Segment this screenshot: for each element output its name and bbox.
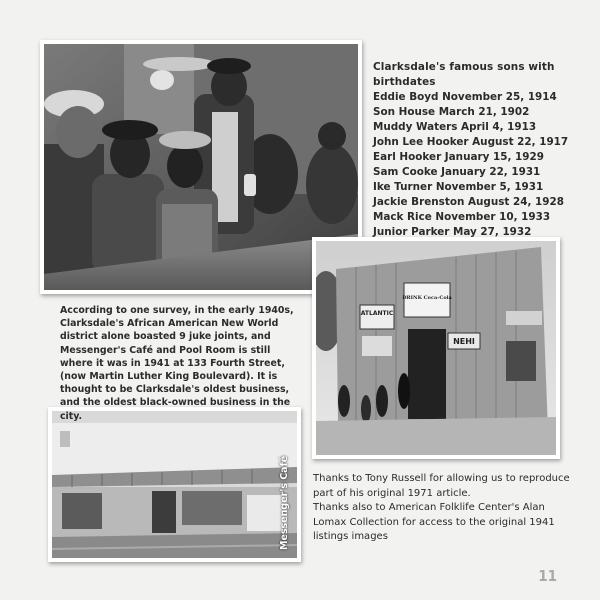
acknowledgements bbox=[313, 472, 573, 545]
famous-son-entry: Jackie Brenston August 24, 1928 bbox=[373, 196, 564, 208]
photo-messengers-cafe-image bbox=[52, 411, 297, 558]
famous-son-entry: Eddie Boyd November 25, 1914 bbox=[373, 91, 557, 103]
photo3-caption: Messenger's Café bbox=[279, 455, 290, 550]
famous-son-entry: John Lee Hooker August 22, 1917 bbox=[373, 136, 569, 148]
photo-juke-joint-image bbox=[44, 44, 358, 290]
photo-storefront-image bbox=[316, 241, 556, 455]
famous-son-entry: Ike Turner November 5, 1931 bbox=[373, 181, 544, 193]
thanks-lomax: Thanks also to American Folklife Center's Alan Lomax Collection for access to the original 1941 listings images bbox=[313, 502, 555, 543]
famous-son-entry: Son House March 21, 1902 bbox=[373, 106, 530, 118]
famous-son-entry: Mack Rice November 10, 1933 bbox=[373, 211, 551, 223]
photo-messengers-cafe bbox=[48, 407, 301, 562]
survey-paragraph: According to one survey, in the early 1940s, Clarksdale's African American New World district alone boasted 9 juke joints, and Messenger's Café and Pool Room is still where it was in 1941 at 133 Fourth Street, (now Martin Luther King Boulevard). It is thought to be Clarksdale's oldest business, and the oldest black-owned business in the city. bbox=[60, 305, 294, 422]
sign-atlantic: ATLANTIC bbox=[360, 310, 394, 317]
sign-nehi: NEHI bbox=[453, 337, 475, 346]
famous-sons-list bbox=[373, 60, 583, 240]
page-number: 11 bbox=[538, 567, 557, 585]
famous-son-entry: Junior Parker May 27, 1932 bbox=[373, 226, 532, 238]
famous-son-entry: Earl Hooker January 15, 1929 bbox=[373, 151, 544, 163]
famous-son-entry: Sam Cooke January 22, 1931 bbox=[373, 166, 541, 178]
famous-sons-heading: Clarksdale's famous sons with birthdates bbox=[373, 61, 555, 88]
thanks-russell: Thanks to Tony Russell for allowing us to reproduce part of his original 1971 article. bbox=[313, 473, 570, 499]
sign-coca-cola: DRINK Coca-Cola bbox=[402, 295, 452, 301]
photo-storefront bbox=[312, 237, 560, 459]
famous-son-entry: Muddy Waters April 4, 1913 bbox=[373, 121, 537, 133]
